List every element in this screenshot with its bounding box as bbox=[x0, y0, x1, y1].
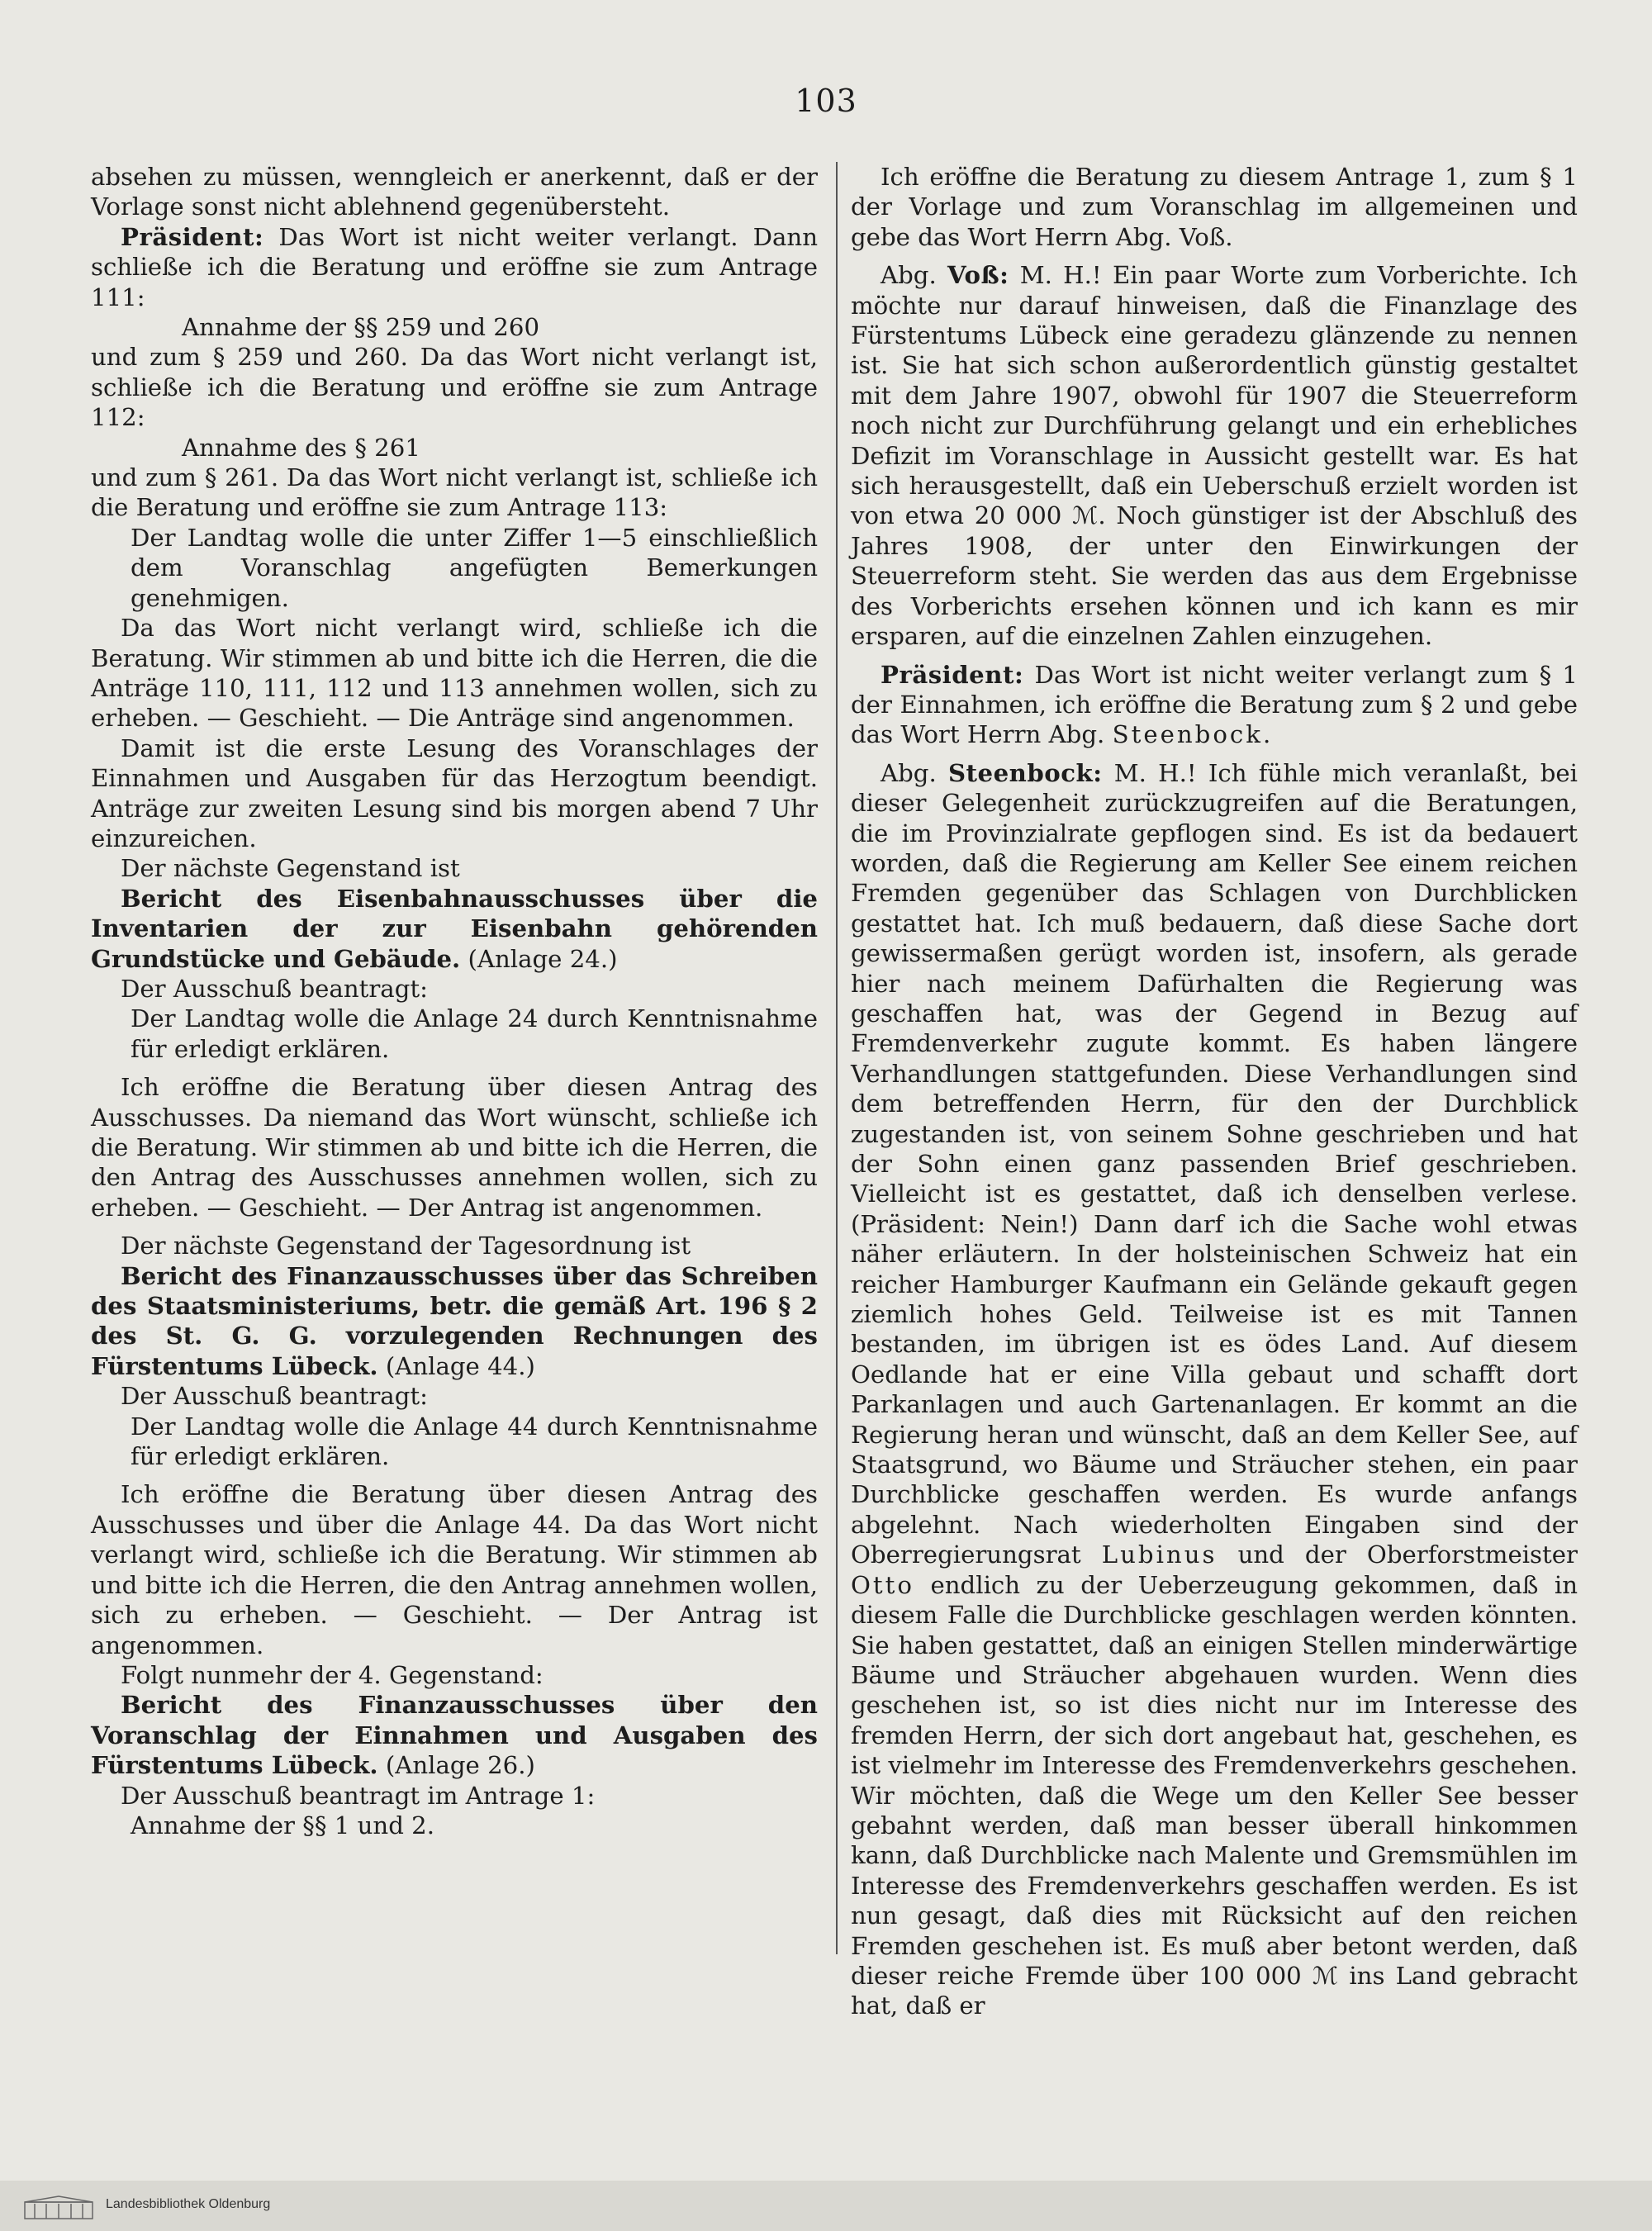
speaker-steenbock: Steenbock: bbox=[947, 758, 1103, 787]
page-number: 103 bbox=[795, 83, 857, 119]
paragraph: Ich eröffne die Beratung zu diesem Antrage 1, zum § 1 der Vorlage und zum Voranschlag im allgemeinen und gebe das Wort Herrn Abg. Voß. bbox=[851, 163, 1578, 251]
agenda-heading-annex: (Anlage 24.) bbox=[460, 944, 618, 973]
agenda-heading-bold: Bericht des Finanzausschusses über das Schreiben des Staatsministeriums, betr. die gemäß Art. 196 § 2 des St. G. G. vorzulegenden Rechnungen des Fürstentums Lübeck. bbox=[91, 1261, 818, 1380]
name-spaced: Lubinus bbox=[1101, 1540, 1218, 1569]
agenda-heading bbox=[91, 884, 818, 974]
agenda-heading-bold: Bericht des Eisenbahnausschusses über die Inventarien der zur Eisenbahn gehörenden Grundstücke und Gebäude. bbox=[91, 884, 818, 973]
paragraph: Der nächste Gegenstand der Tagesordnung ist bbox=[121, 1232, 691, 1260]
paragraph bbox=[91, 222, 818, 312]
motion-text: Annahme der §§ 259 und 260 bbox=[182, 313, 540, 342]
paragraph bbox=[851, 260, 1578, 651]
paragraph bbox=[851, 660, 1578, 750]
paragraph: und zum § 259 und 260. Da das Wort nicht verlangt ist, schließe ich die Beratung und eröffne sie zum Antrage 112: bbox=[91, 343, 818, 432]
agenda-heading-bold: Bericht des Finanzausschusses über den Voranschlag der Einnahmen und Ausgaben des Fürstentums Lübeck. bbox=[91, 1691, 818, 1780]
name-spaced: Steenbock. bbox=[1112, 720, 1274, 749]
motion-text: Der Landtag wolle die Anlage 44 durch Kenntnisnahme für erledigt erklären. bbox=[131, 1412, 818, 1471]
speech-text: Das Wort ist nicht weiter verlangt zum § 1 der Einnahmen, ich eröffne die Beratung zum § 2 und gebe das Wort Herrn Abg. bbox=[851, 660, 1578, 749]
agenda-heading-annex: (Anlage 44.) bbox=[377, 1351, 535, 1380]
column-divider bbox=[836, 162, 838, 1954]
name-spaced: Otto bbox=[851, 1570, 914, 1599]
left-column bbox=[91, 162, 818, 1840]
motion-text: Annahme der §§ 1 und 2. bbox=[131, 1811, 435, 1839]
speech-text: M. H.! Ein paar Worte zum Vorberichte. Ich möchte nur darauf hinweisen, daß die Finanzlage des Fürstentums Lübeck eine geradezu glänzende zu nennen ist. Sie hat sich schon außerordentlich günstig gestaltet mit dem Jahre 1907, obwohl für 1907 die Steuerreform noch nicht zur Durchführung gelangt und ein erhebliches Defizit im Voranschlage in Aussicht gestellt war. Es hat sich herausgestellt, daß ein Ueberschuß erzielt worden ist von etwa 20 000 ℳ. Noch günstiger ist der Abschluß des Jahres 1908, der unter den Einwirkungen der Steuerreform steht. Sie werden das aus dem Ergebnisse des Vorberichts ersehen können und ich kann es mir ersparen, auf die einzelnen Zahlen einzugehen. bbox=[851, 261, 1578, 651]
agenda-heading bbox=[91, 1690, 818, 1780]
paragraph: Damit ist die erste Lesung des Voranschlages der Einnahmen und Ausgaben für das Herzogtum beendigt. Anträge zur zweiten Lesung sind bis morgen abend 7 Uhr einzureichen. bbox=[91, 733, 818, 852]
paragraph: Da das Wort nicht verlangt wird, schließe ich die Beratung. Wir stimmen ab und bitte ich die Herren, die die Anträge 110, 111, 112 und 113 annehmen wollen, sich zu erheben. — Geschieht. — Die Anträge sind angenommen. bbox=[91, 614, 818, 733]
speaker-president: Präsident: bbox=[121, 222, 264, 251]
paragraph: Der nächste Gegenstand ist bbox=[121, 854, 460, 883]
speaker-president: Präsident: bbox=[881, 660, 1024, 689]
speech-text: Das Wort ist nicht weiter verlangt. Dann schließe ich die Beratung und eröffne sie zum Antrage 111: bbox=[91, 222, 818, 311]
paragraph: absehen zu müssen, wenngleich er anerkennt, daß er der Vorlage sonst nicht ablehnend gegenübersteht. bbox=[91, 163, 818, 221]
paragraph: Der Ausschuß beantragt: bbox=[121, 974, 428, 1003]
speaker-prefix: Abg. bbox=[881, 261, 948, 290]
right-column bbox=[851, 162, 1578, 2021]
paragraph: und zum § 261. Da das Wort nicht verlangt ist, schließe ich die Beratung und eröffne sie zum Antrage 113: bbox=[91, 463, 818, 522]
paragraph: Der Ausschuß beantragt: bbox=[121, 1382, 428, 1411]
speech-text: und der Oberforstmeister bbox=[1217, 1540, 1578, 1569]
footer-bar bbox=[0, 2181, 1652, 2231]
agenda-heading bbox=[91, 1261, 818, 1382]
agenda-heading-annex: (Anlage 26.) bbox=[377, 1751, 535, 1780]
paragraph: Folgt nunmehr der 4. Gegenstand: bbox=[121, 1660, 544, 1689]
motion-text: Der Landtag wolle die unter Ziffer 1—5 einschließlich dem Voranschlag angefügten Bemerkungen genehmigen. bbox=[131, 523, 818, 612]
motion-text: Annahme des § 261 bbox=[182, 433, 420, 462]
speaker-prefix: Abg. bbox=[881, 758, 948, 787]
paragraph bbox=[851, 758, 1578, 2021]
library-name: Landesbibliothek Oldenburg bbox=[106, 2197, 271, 2211]
paragraph: Der Ausschuß beantragt im Antrage 1: bbox=[121, 1781, 596, 1810]
motion-text: Der Landtag wolle die Anlage 24 durch Kenntnisnahme für erledigt erklären. bbox=[131, 1004, 818, 1063]
library-building-icon bbox=[23, 2195, 94, 2220]
speaker-voss: Voß: bbox=[947, 261, 1009, 290]
paragraph: Ich eröffne die Beratung über diesen Antrag des Ausschusses und über die Anlage 44. Da das Wort nicht verlangt wird, schließe ich die Beratung. Wir stimmen ab und bitte ich die Herren, die den Antrag annehmen wollen, sich zu erheben. — Geschieht. — Der Antrag ist angenommen. bbox=[91, 1480, 818, 1659]
speech-text: endlich zu der Ueberzeugung gekommen, daß in diesem Falle die Durchblicke geschlagen werden könnten. Sie haben gestattet, daß an einigen Stellen minderwärtige Bäume und Sträucher abgehauen wurden. Wenn dies geschehen ist, so ist dies nicht nur im Interesse des fremden Herrn, der sich dort angebaut hat, geschehen, es ist vielmehr im Interesse des Fremdenverkehrs geschehen. Wir möchten, daß die Wege um den Keller See besser gebahnt werden, daß man besser überall hinkommen kann, daß Durchblicke nach Malente und Gremsmühlen im Interesse des Fremdenverkehrs geschaffen werden. Es ist nun gesagt, daß dies mit Rücksicht auf den reichen Fremden geschehen ist. Es muß aber betont werden, daß dieser reiche Fremde über 100 000 ℳ ins Land gebracht hat, daß er bbox=[851, 1570, 1578, 2020]
paragraph: Ich eröffne die Beratung über diesen Antrag des Ausschusses. Da niemand das Wort wünscht, schließe ich die Beratung. Wir stimmen ab und bitte ich die Herren, die den Antrag des Ausschusses annehmen wollen, sich zu erheben. — Geschieht. — Der Antrag ist angenommen. bbox=[91, 1073, 818, 1222]
speech-text: M. H.! Ich fühle mich veranlaßt, bei dieser Gelegenheit zurückzugreifen auf die Beratungen, die im Provinzialrate gepflogen sind. Es ist da bedauert worden, daß die Regierung am Keller See einem reichen Fremden gegenüber das Schlagen von Durchblicken gestattet hat. Ich muß bedauern, daß diese Sache dort gewissermaßen gerügt worden ist, insofern, als gerade hier nach meinem Dafürhalten die Regierung was geschaffen hat, was der Gegend in Bezug auf Fremdenverkehr zugute kommt. Es haben längere Verhandlungen stattgefunden. Diese Verhandlungen sind dem betreffenden Herrn, für den der Durchblick zugestanden ist, von seinem Sohne geschrieben und hat der Sohn einen ganz passenden Brief geschrieben. Vielleicht ist es gestattet, daß ich denselben verlese. (Präsident: Nein!) Dann darf ich die Sache wohl etwas näher erläutern. In der holsteinischen Schweiz hat ein reicher Hamburger Kaufmann ein Gelände gekauft gegen ziemlich hohes Geld. Teilweise ist es mit Tannen bestanden, im übrigen ist es ödes Land. Auf diesem Oedlande hat er eine Villa gebaut und schafft dort Parkanlagen und auch Gartenanlagen. Er kommt an die Regierung heran und wünscht, daß an dem Keller See, auf Staatsgrund, wo Bäume und Sträucher stehen, ein paar Durchblicke geschaffen werden. Es wurde anfangs abgelehnt. Nach wiederholten Eingaben sind der Oberregierungsrat bbox=[851, 758, 1578, 1569]
